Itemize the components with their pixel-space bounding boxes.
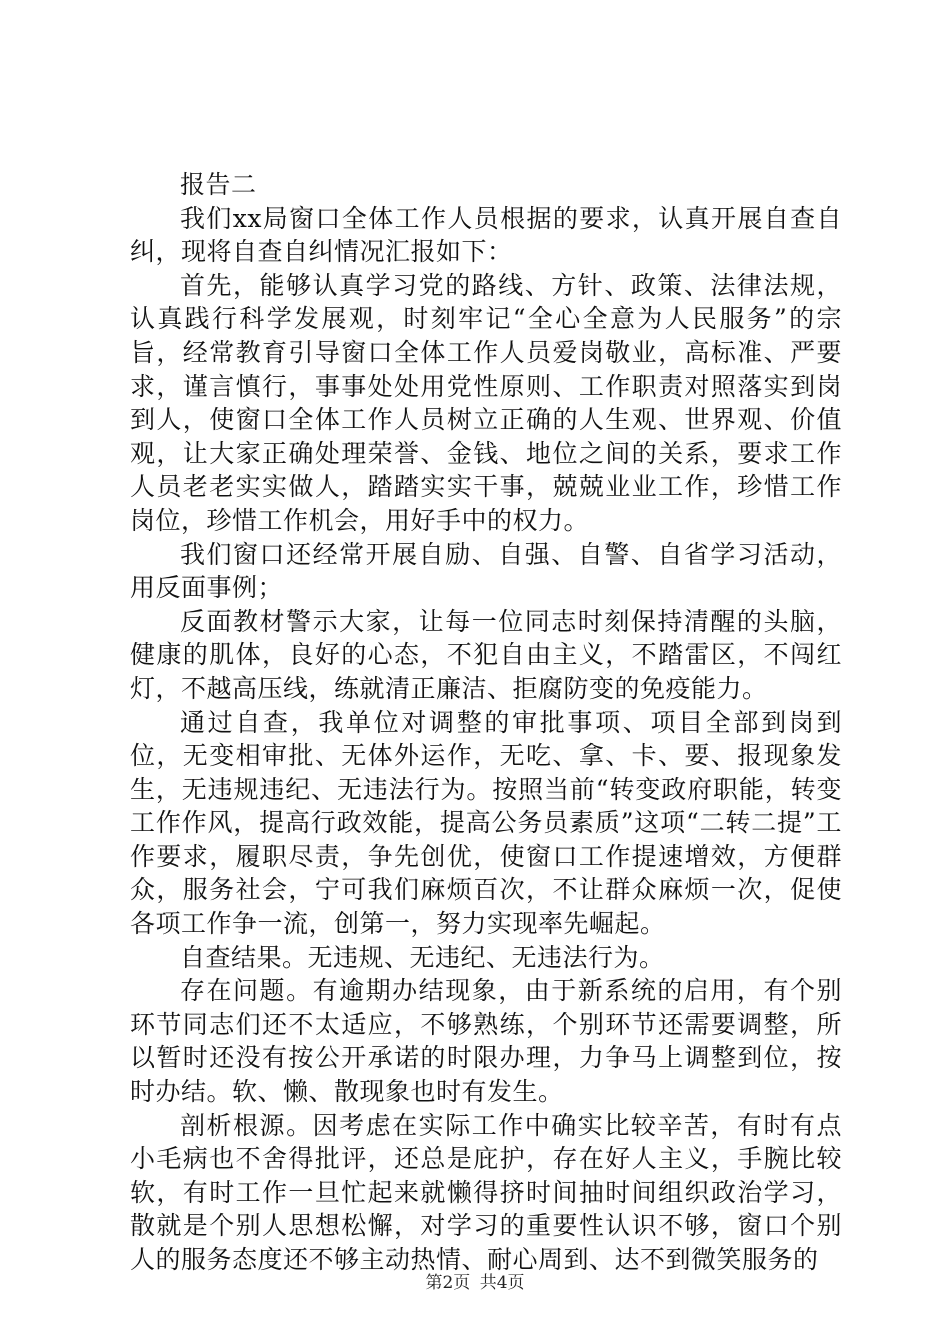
report-heading: 报告二: [180, 170, 257, 199]
paragraph-root-cause: 剖析根源。因考虑在实际工作中确实比较辛苦，有时有点小毛病也不舍得批评，还总是庇护，存在好人主义，手腕比较软，有时工作一旦忙起来就懒得挤时间抽时间组织政治学习，散就是个别人思想松懈，对学习的重要性认识不够，窗口个别人的服务态度还不够主动热情、耐心周到、达不到微笑服务的: [130, 1110, 842, 1274]
document-body: [130, 168, 842, 1277]
paragraph-result: 自查结果。无违规、无违纪、无违法行为。: [180, 942, 665, 972]
paragraph-intro: 我们xx局窗口全体工作人员根据的要求，认真开展自查自纠，现将自查自纠情况汇报如下：: [130, 203, 842, 267]
paragraph-first: 首先，能够认真学习党的路线、方针、政策、法律法规，认真践行科学发展观，时刻牢记“全心全意为人民服务”的宗旨，经常教育引导窗口全体工作人员爱岗敬业，高标准、严要求，谨言慎行，事事处处用党性原则、工作职责对照落实到岗到人，使窗口全体工作人员树立正确的人生观、世界观、价值观，让大家正确处理荣誉、金钱、地位之间的关系，要求工作人员老老实实做人，踏踏实实干事，兢兢业业工作，珍惜工作岗位，珍惜工作机会，用好手中的权力。: [130, 270, 842, 535]
paragraph-activities: 我们窗口还经常开展自励、自强、自警、自省学习活动，用反面事例；: [130, 539, 842, 603]
paragraph-warning: 反面教材警示大家，让每一位同志时刻保持清醒的头脑，健康的肌体，良好的心态，不犯自由主义，不踏雷区，不闯红灯，不越高压线，练就清正廉洁、拒腐防变的免疫能力。: [130, 606, 842, 703]
paragraph-self-check: 通过自查，我单位对调整的审批事项、项目全部到岗到位，无变相审批、无体外运作，无吃、拿、卡、要、报现象发生，无违规违纪、无违法行为。按照当前“转变政府职能，转变工作作风，提高行政效能，提高公务员素质”这项“二转二提”工作要求，履职尽责，争先创优，使窗口工作提速增效，方便群众，服务社会，宁可我们麻烦百次，不让群众麻烦一次，促使各项工作争一流，创第一，努力实现率先崛起。: [130, 707, 842, 939]
page-footer: [0, 1268, 950, 1293]
page-number: 第2页: [425, 1273, 471, 1293]
paragraph-problems: 存在问题。有逾期办结现象，由于新系统的启用，有个别环节同志们还不太适应，不够熟练，个别环节还需要调整，所以暂时还没有按公开承诺的时限办理，力争马上调整到位，按时办结。软、懒、散现象也时有发生。: [130, 976, 842, 1107]
page-total: 共4页: [479, 1273, 525, 1293]
